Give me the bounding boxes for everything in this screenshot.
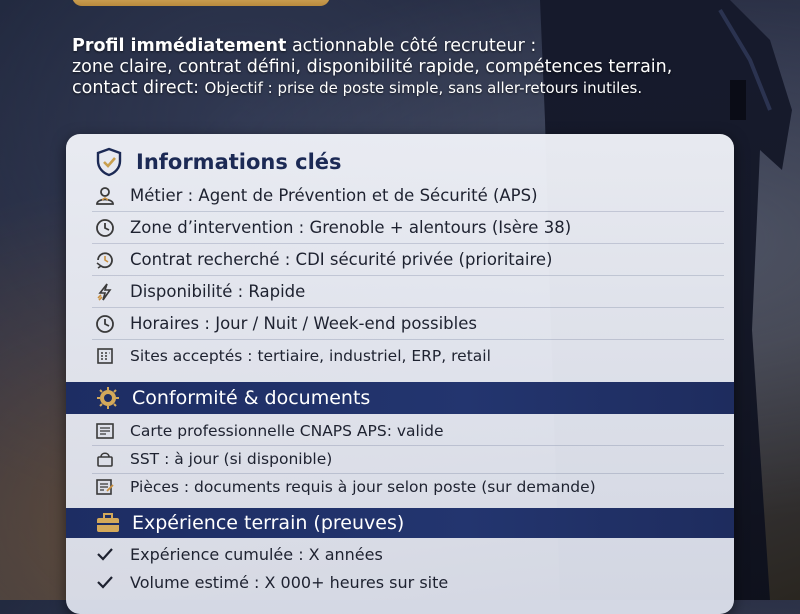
key-info-title: Informations clés xyxy=(136,150,342,174)
intro-bold: Profil immédiatement xyxy=(72,36,287,56)
info-card xyxy=(66,134,734,614)
list-item xyxy=(92,340,724,371)
key-info-zone: Zone d’intervention : Grenoble + alentours (Isère 38) xyxy=(130,218,572,237)
list-item xyxy=(92,212,724,244)
list-item xyxy=(92,308,724,340)
list-item xyxy=(92,276,724,308)
compliance-title: Conformité & documents xyxy=(132,387,371,409)
experience-hours: Volume estimé : X 000+ heures sur site xyxy=(130,572,449,592)
compliance-header xyxy=(66,382,734,414)
list-item xyxy=(92,417,724,446)
experience-years: Expérience cumulée : X années xyxy=(130,544,383,564)
list-item xyxy=(92,445,724,474)
compliance-sst: SST : à jour (si disponible) xyxy=(130,450,333,468)
intro-line2: zone claire, contrat défini, disponibilité rapide, compétences terrain, xyxy=(72,57,673,77)
building-icon xyxy=(92,345,118,367)
experience-header xyxy=(66,508,734,538)
check-icon xyxy=(92,571,118,593)
key-info-header xyxy=(94,142,342,182)
clock-icon xyxy=(92,217,118,239)
id-card-icon xyxy=(92,420,118,442)
key-info-hours: Horaires : Jour / Nuit / Week-end possibles xyxy=(130,314,477,333)
key-info-job: Métier : Agent de Prévention et de Sécurité (APS) xyxy=(130,186,538,205)
compliance-card: Carte professionnelle CNAPS APS: valide xyxy=(130,422,444,440)
intro-objective: Objectif : prise de poste simple, sans aller-retours inutiles. xyxy=(204,79,643,97)
key-info-availability: Disponibilité : Rapide xyxy=(130,282,306,301)
key-info-contract: Contrat recherché : CDI sécurité privée (prioritaire) xyxy=(130,250,553,269)
intro-text xyxy=(72,36,752,99)
list-item xyxy=(92,180,724,212)
list-item xyxy=(92,568,724,596)
compliance-docs: Pièces : documents requis à jour selon poste (sur demande) xyxy=(130,478,596,496)
intro-line1: actionnable côté recruteur : xyxy=(286,36,537,56)
check-icon xyxy=(92,543,118,565)
briefcase-icon xyxy=(94,511,122,535)
refresh-clock-icon xyxy=(92,249,118,271)
list-item xyxy=(92,244,724,276)
shield-check-icon xyxy=(94,147,124,177)
user-icon xyxy=(92,185,118,207)
document-icon xyxy=(92,476,118,498)
key-info-sites: Sites acceptés : tertiaire, industriel, ERP, retail xyxy=(130,346,491,365)
lightning-icon xyxy=(92,281,118,303)
intro-line3a: contact direct: xyxy=(72,78,205,98)
experience-title: Expérience terrain (preuves) xyxy=(132,512,405,534)
list-item xyxy=(92,540,724,568)
list-item xyxy=(92,473,724,501)
gear-icon xyxy=(94,386,122,410)
first-aid-icon xyxy=(92,448,118,470)
clock-icon xyxy=(92,313,118,335)
top-banner-pill xyxy=(72,0,330,6)
